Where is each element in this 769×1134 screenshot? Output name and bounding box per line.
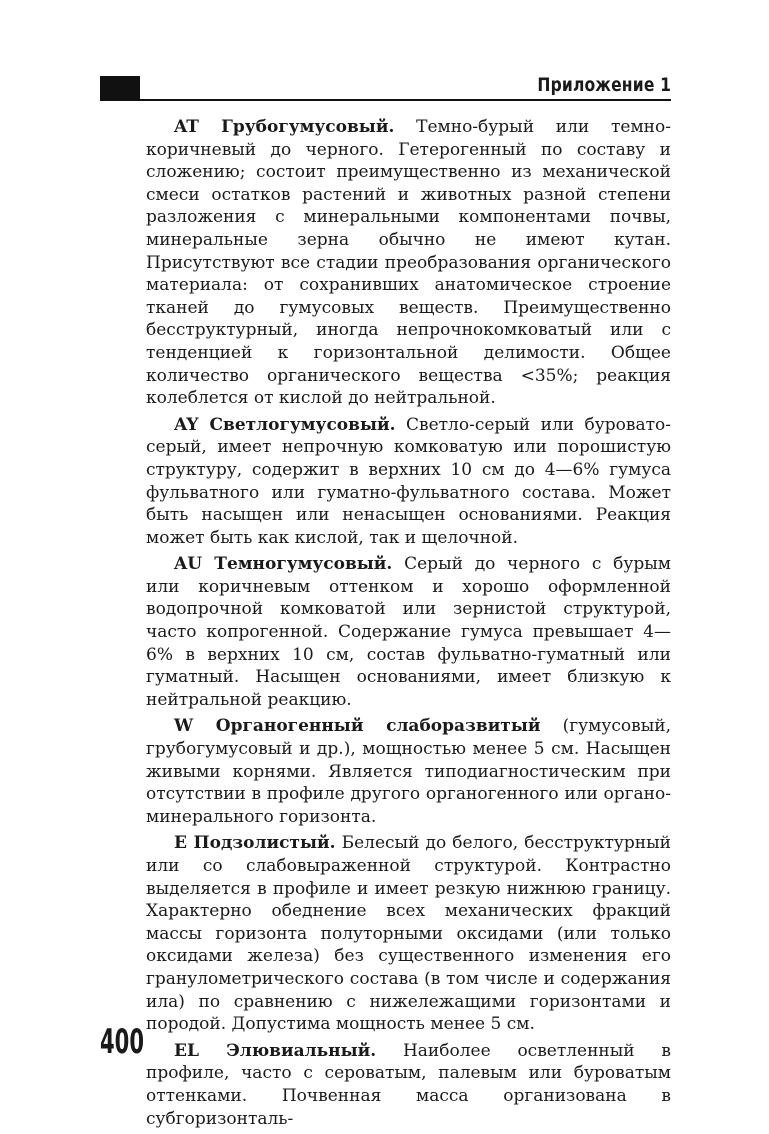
- term-au: AU Темногумусовый.: [174, 554, 393, 575]
- paragraph-el: [146, 1040, 671, 1130]
- text-el: Наиболее осветленный в профиле, часто с сероватым, палевым или буроватым оттенками. Почвенная масса организована в субгоризонталь-: [146, 1040, 672, 1129]
- text-ay: Светло-серый или буровато-серый, имеет непрочную комковатую или порошистую структуру, содержит в верхних 10 см до 4—6% гумуса фульватного или гуматно-фульватного состава. Может быть насыщен или ненасыщен основаниями. Реакция может быть как кислой, так и щелочной.: [146, 414, 672, 548]
- term-at: AT Грубогумусовый.: [174, 117, 395, 137]
- page-number: 400: [100, 1022, 145, 1062]
- running-header-title: Приложение 1: [537, 74, 671, 96]
- text-at: Темно-бурый или темно-коричневый до черного. Гетерогенный по составу и сложению; состоит преимущественно из механической смеси остатков растений и животных разной степени разложения с минеральными компонентами почвы, минеральные зерна обычно не имеют кутан. Присутствуют все стадии преобразования органического материала: от сохранивших анатомическое строение тканей до гумусовых веществ. Преимущественно бесструктурный, иногда непрочнокомковатый или с тенденцией к горизонтальной делимости. Общее количество органического вещества <35%; реакция колеблется от кислой до нейтральной.: [146, 117, 671, 409]
- text-au: Серый до черного с бурым или коричневым оттенком и хорошо оформленной водопрочной комковатой или зернистой структурой, часто копрогенной. Содержание гумуса превышает 4—6% в верхних 10 см, состав фульватно-гуматный или гуматный. Насыщен основаниями, имеет близкую к нейтральной реакцию.: [146, 554, 671, 710]
- paragraph-at: [146, 116, 671, 410]
- header-rule: [100, 99, 671, 101]
- paragraph-e: [146, 832, 671, 1035]
- page-body: [146, 116, 671, 1134]
- paragraph-au: [146, 553, 671, 711]
- header-black-block: [100, 76, 140, 100]
- term-ay: AY Светлогумусовый.: [174, 414, 396, 435]
- text-w: (гумусовый, грубогумусовый и др.), мощностью менее 5 см. Насыщен живыми корнями. Является типодиагностическим при отсутствии в профиле другого органогенного или органо-минерального горизонта.: [146, 716, 671, 827]
- text-e: Белесый до белого, бесструктурный или со слабовыраженной структурой. Контрастно выделяется в профиле и имеет резкую нижнюю границу. Характерно обеднение всех механических фракций массы горизонта полуторными оксидами (или только оксидами железа) без существенного изменения его гранулометрического состава (в том числе и содержания ила) по сравнению с нижележащими горизонтами и породой. Допустима мощность менее 5 см.: [146, 833, 671, 1035]
- term-w: W Органогенный слаборазвитый: [174, 716, 541, 737]
- term-el: EL Элювиальный.: [174, 1040, 377, 1061]
- paragraph-ay: [146, 414, 671, 550]
- paragraph-w: [146, 715, 671, 828]
- term-e: E Подзолистый.: [174, 833, 336, 854]
